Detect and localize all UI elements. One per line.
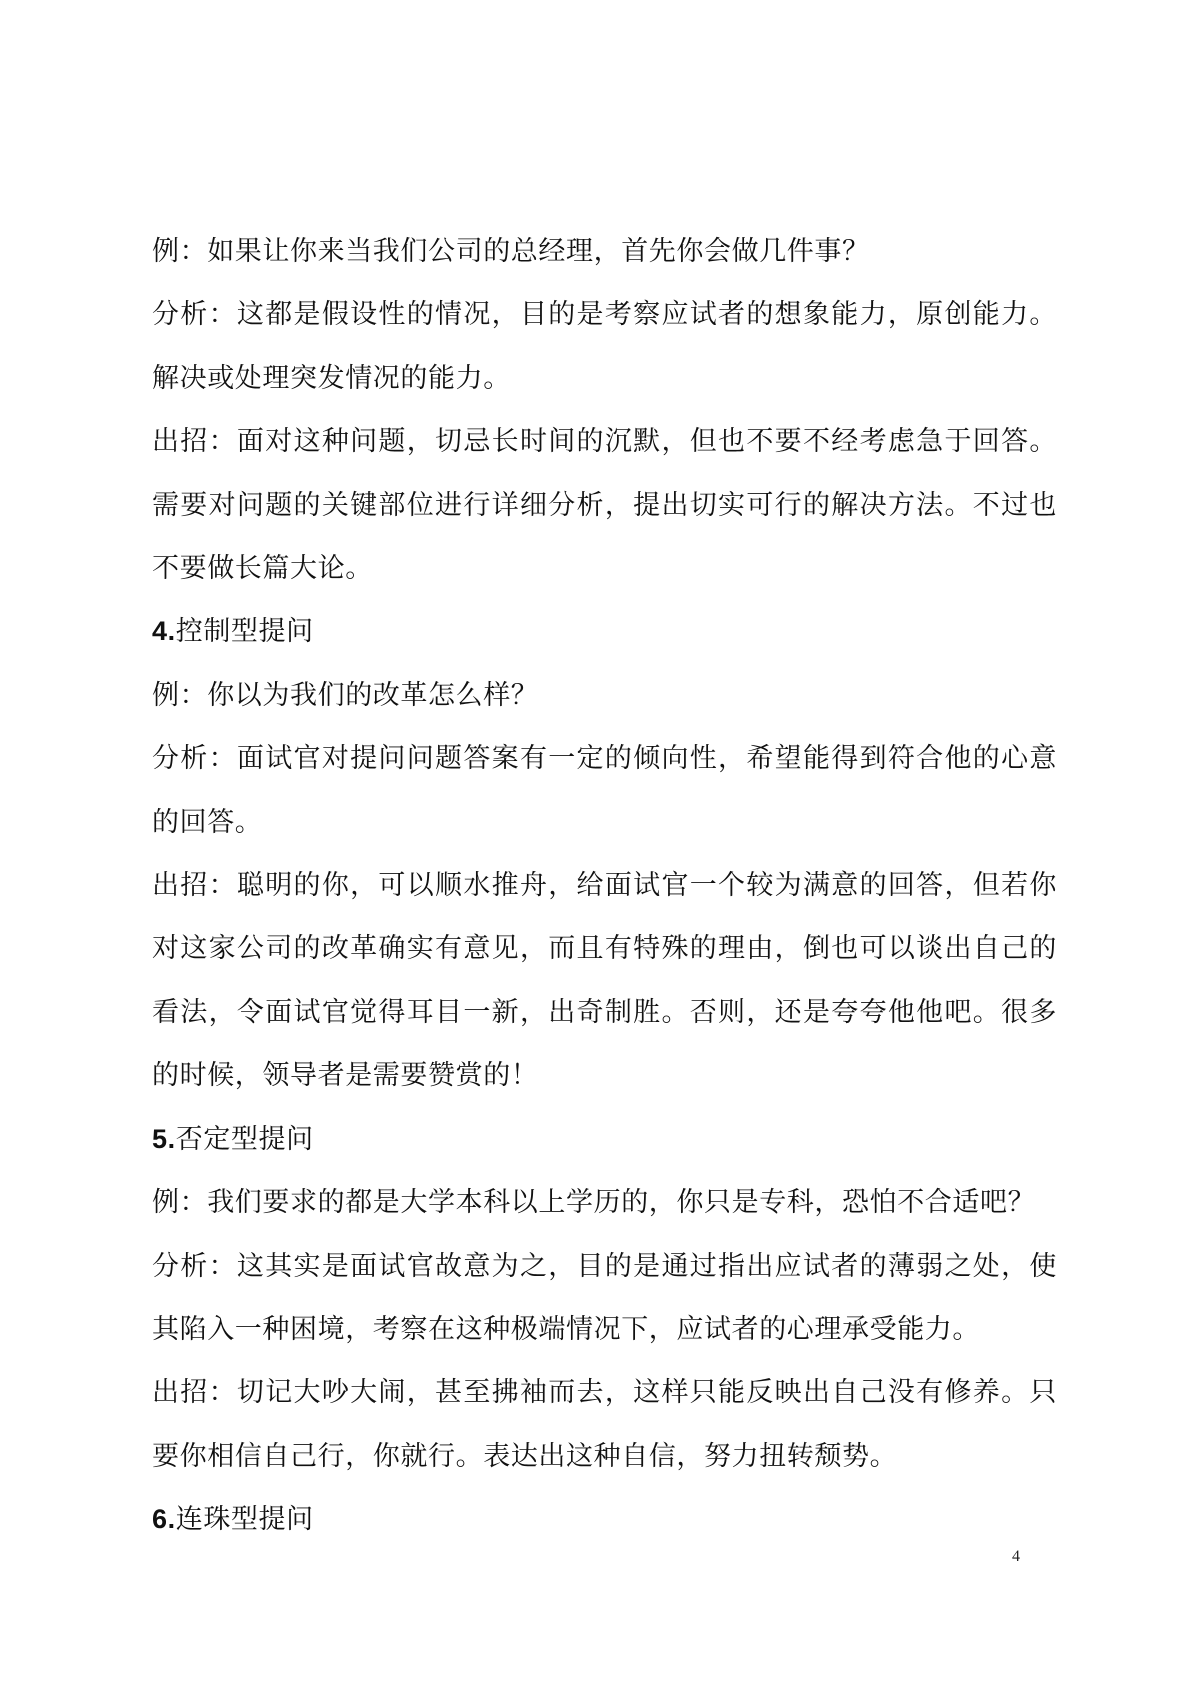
section-title: 连珠型提问: [175, 1504, 314, 1536]
section-heading-negative-question: [152, 1108, 1057, 1171]
section-number: 4.: [152, 616, 176, 647]
section-number: 5.: [152, 1123, 176, 1154]
tactic-paragraph: 出招：切记大吵大闹，甚至拂袖而去，这样只能反映出自己没有修养。只要你相信自己行，你就行。表达出这种自信，努力扭转颓势。: [152, 1377, 1057, 1472]
analysis-paragraph: 分析：这其实是面试官故意为之，目的是通过指出应试者的薄弱之处，使其陷入一种困境，考察在这种极端情况下，应试者的心理承受能力。: [152, 1250, 1057, 1345]
section-heading-control-question: [152, 600, 1057, 663]
section-title: 控制型提问: [175, 616, 314, 648]
example-question-paragraph: 例：我们要求的都是大学本科以上学历的，你只是专科，恐怕不合适吧？: [152, 1187, 1036, 1219]
example-question-paragraph: 例：你以为我们的改革怎么样？: [152, 679, 539, 711]
section-heading-chain-question: [152, 1488, 1057, 1551]
tactic-paragraph: 出招：面对这种问题，切忌长时间的沉默，但也不要不经考虑急于回答。需要对问题的关键部位进行详细分析，提出切实可行的解决方法。不过也不要做长篇大论。: [152, 426, 1057, 585]
example-question-paragraph: 例：如果让你来当我们公司的总经理，首先你会做几件事？: [152, 236, 870, 267]
tactic-paragraph: 出招：聪明的你，可以顺水推舟，给面试官一个较为满意的回答，但若你对这家公司的改革确实有意见，而且有特殊的理由，倒也可以谈出自己的看法，令面试官觉得耳目一新，出奇制胜。否则，还是夸夸他他吧。很多的时候，领导者是需要赞赏的！: [152, 870, 1057, 1092]
page-number: 4: [1012, 1548, 1020, 1565]
analysis-paragraph: 分析：面试官对提问问题答案有一定的倾向性，希望能得到符合他的心意的回答。: [152, 743, 1057, 838]
section-number: 6.: [152, 1504, 176, 1535]
section-title: 否定型提问: [175, 1123, 314, 1155]
document-body: [152, 220, 1057, 1552]
analysis-paragraph: 分析：这都是假设性的情况，目的是考察应试者的想象能力，原创能力。解决或处理突发情况的能力。: [152, 299, 1057, 394]
